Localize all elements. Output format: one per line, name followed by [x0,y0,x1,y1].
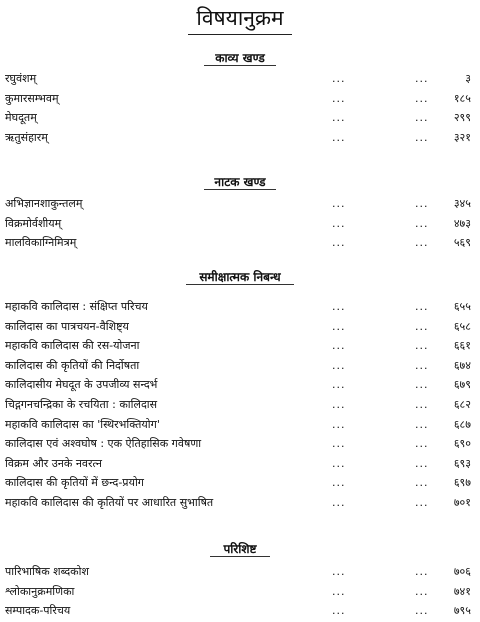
toc-entry [0,395,480,415]
page-number: ६९० [453,437,471,451]
page-number: ३४५ [453,197,471,210]
section-entries-parishisht [0,562,480,621]
section-rule-samikshatmak [186,284,294,285]
dot-leader: ... [332,584,346,598]
section-heading-kavya: काव्य खण्ड [215,51,265,65]
dot-leader: ... [332,456,346,470]
dot-leader: ... [415,378,429,392]
page-number: ७९५ [453,604,471,618]
entry-title: कालिदास की कृतियों में छन्द-प्रयोग [5,476,144,490]
section-rule-kavya [204,65,276,66]
dot-leader: ... [415,319,429,333]
toc-entry [0,473,480,493]
section-heading-parishisht: परिशिष्ट [223,542,257,556]
toc-entry [0,128,480,148]
dot-leader: ... [332,604,346,618]
toc-entry [0,89,480,109]
entry-title: कालिदासीय मेघदूत के उपजीव्य सन्दर्भ [5,378,158,392]
entry-title: महाकवि कालिदास की कृतियों पर आधारित सुभाषित [5,495,214,509]
page-number: ६८७ [453,417,471,431]
page-number: ७४१ [453,584,471,598]
toc-entry [0,214,480,234]
toc-entry [0,434,480,454]
dot-leader: ... [332,72,346,85]
toc-entry [0,69,480,89]
dot-leader: ... [415,197,429,210]
dot-leader: ... [332,216,346,230]
dot-leader: ... [332,397,346,411]
dot-leader: ... [332,437,346,451]
toc-entry [0,317,480,337]
entry-title: रघुवंशम् [5,72,37,85]
dot-leader: ... [415,397,429,411]
toc-entry [0,194,480,214]
dot-leader: ... [332,111,346,125]
page-number: ६९७ [453,476,471,490]
dot-leader: ... [415,604,429,618]
page-number: ६७९ [453,378,471,392]
section-rule-parishisht [210,556,270,557]
page-title: विषयानुक्रम [196,6,284,30]
entry-title: कालिदास का पात्रचयन-वैशिष्ट्य [5,319,129,333]
dot-leader: ... [332,358,346,372]
entry-title: महाकवि कालिदास का 'स्थिरभक्तियोग' [5,417,160,431]
dot-leader: ... [332,417,346,431]
page-number: ३२१ [453,130,471,144]
dot-leader: ... [415,111,429,125]
dot-leader: ... [332,236,346,250]
toc-entry [0,233,480,253]
dot-leader: ... [415,584,429,598]
entry-title: मालविकाग्निमित्रम् [5,236,77,250]
dot-leader: ... [415,437,429,451]
dot-leader: ... [332,495,346,509]
page-number: २९९ [453,111,471,125]
dot-leader: ... [332,91,346,105]
toc-entry [0,493,480,513]
toc-entry [0,336,480,356]
dot-leader: ... [332,339,346,353]
entry-title: विक्रम और उनके नवरत्न [5,456,103,470]
dot-leader: ... [415,72,429,85]
toc-entry [0,454,480,474]
page-number: ७०६ [453,565,471,578]
toc-entry [0,297,480,317]
entry-title: महाकवि कालिदास की रस-योजना [5,339,140,353]
dot-leader: ... [415,339,429,353]
entry-title: चिद्गगनचन्द्रिका के रचयिता : कालिदास [5,397,158,411]
dot-leader: ... [415,130,429,144]
page-number: ६६१ [453,339,471,353]
entry-title: कुमारसम्भवम् [5,91,59,105]
entry-title: अभिज्ञानशाकुन्तलम् [5,197,83,210]
section-entries-natak [0,194,480,253]
entry-title: विक्रमोर्वशीयम् [5,216,62,230]
dot-leader: ... [332,476,346,490]
page-number: ६९३ [453,456,471,470]
page-number: ७०१ [453,495,471,509]
dot-leader: ... [415,565,429,578]
dot-leader: ... [332,319,346,333]
dot-leader: ... [332,130,346,144]
page-number: ६५८ [453,319,471,333]
section-entries-kavya [0,69,480,147]
title-underline [188,34,292,35]
page-number: ५६९ [453,236,471,250]
toc-entry [0,415,480,435]
dot-leader: ... [415,495,429,509]
page-number: ३ [465,72,471,85]
toc-entry [0,108,480,128]
section-rule-natak [204,189,276,190]
entry-title: सम्पादक-परिचय [5,604,71,618]
page-number: ६८२ [453,397,471,411]
dot-leader: ... [415,456,429,470]
page-number: ६७४ [453,358,471,372]
toc-entry [0,601,480,621]
entry-title: श्लोकानुक्रमणिका [5,584,75,598]
dot-leader: ... [332,378,346,392]
dot-leader: ... [415,476,429,490]
section-entries-samikshatmak [0,297,480,513]
entry-title: मेघदूतम् [5,111,37,125]
section-heading-natak: नाटक खण्ड [214,175,266,189]
dot-leader: ... [415,216,429,230]
dot-leader: ... [332,300,346,313]
toc-entry [0,356,480,376]
entry-title: पारिभाषिक शब्दकोश [5,565,89,578]
dot-leader: ... [415,91,429,105]
entry-title: महाकवि कालिदास : संक्षिप्त परिचय [5,300,148,313]
entry-title: कालिदास एवं अश्वघोष : एक ऐतिहासिक गवेषणा [5,437,202,451]
dot-leader: ... [332,197,346,210]
dot-leader: ... [415,300,429,313]
entry-title: ऋतुसंहारम् [5,130,48,144]
dot-leader: ... [415,358,429,372]
page-number: १८५ [453,91,471,105]
toc-entry [0,562,480,582]
page-number: ४७३ [453,216,471,230]
toc-entry [0,582,480,602]
dot-leader: ... [415,236,429,250]
dot-leader: ... [415,417,429,431]
dot-leader: ... [332,565,346,578]
section-heading-samikshatmak: समीक्षात्मक निबन्ध [199,270,281,284]
page-number: ६५५ [453,300,471,313]
toc-entry [0,375,480,395]
entry-title: कालिदास की कृतियों की निर्दोषता [5,358,140,372]
